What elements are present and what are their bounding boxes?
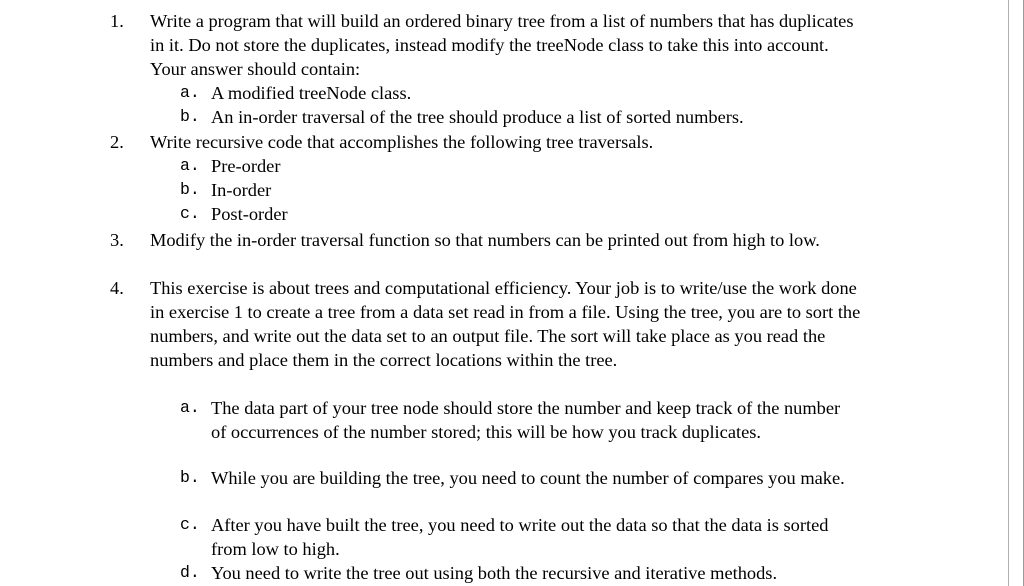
exercise-2-subitem-a (180, 154, 860, 178)
page-edge-divider (1008, 0, 1009, 586)
exercise-4-number: 4. (110, 278, 124, 298)
subitem-text: An in-order traversal of the tree should produce a list of sorted numbers. (211, 107, 744, 127)
exercise-2-text: Write recursive code that accomplishes the following tree traversals. (150, 132, 654, 152)
subitem-text: The data part of your tree node should store the number and keep track of the number of occurrences of the number stored; this will be how you track duplicates. (211, 398, 841, 442)
exercise-1-text: Write a program that will build an ordered binary tree from a list of numbers that has duplicates in it. Do not store the duplicates, instead modify the treeNode class to take this into account. Your answer should contain: (150, 11, 854, 79)
exercise-4-subitem-b (180, 466, 860, 514)
exercise-1-number: 1. (110, 11, 124, 31)
subitem-label: c. (180, 204, 200, 223)
exercise-3-text: Modify the in-order traversal function so that numbers can be printed out from high to low. (150, 230, 820, 250)
exercise-2 (110, 130, 870, 154)
exercise-1-subitem-b (180, 105, 860, 129)
subitem-label: a. (180, 83, 200, 102)
subitem-label: b. (180, 180, 200, 199)
exercise-4-subitem-a (180, 396, 860, 468)
subitem-label: b. (180, 107, 200, 126)
exercise-3-number: 3. (110, 230, 124, 250)
subitem-text: In-order (211, 180, 272, 200)
exercise-1-subitem-a (180, 81, 860, 105)
subitem-text: While you are building the tree, you need to count the number of compares you make. (211, 468, 845, 488)
exercise-4-text: This exercise is about trees and computational efficiency. Your job is to write/use the work done in exercise 1 to create a tree from a data set read in from a file. Using the tree, you are to sort the numbers, and write out the data set to an output file. The sort will take place as you read the numbers and place them in the correct locations within the tree. (150, 278, 861, 370)
subitem-label: c. (180, 515, 200, 534)
exercise-1 (110, 9, 870, 81)
exercise-2-subitem-c (180, 202, 860, 226)
exercise-2-number: 2. (110, 132, 124, 152)
subitem-label: a. (180, 398, 200, 417)
subitem-label: a. (180, 156, 200, 175)
subitem-text: A modified treeNode class. (211, 83, 412, 103)
exercise-3 (110, 228, 870, 276)
subitem-text: You need to write the tree out using both the recursive and iterative methods. (211, 563, 778, 583)
exercise-4-subitem-c (180, 513, 860, 561)
exercise-4 (110, 276, 870, 396)
subitem-text: Post-order (211, 204, 288, 224)
subitem-label: b. (180, 468, 200, 487)
subitem-label: d. (180, 563, 200, 582)
exercise-2-subitem-b (180, 178, 860, 202)
subitem-text: After you have built the tree, you need to write out the data so that the data is sorted from low to high. (211, 515, 829, 559)
subitem-text: Pre-order (211, 156, 281, 176)
exercise-4-subitem-d (180, 561, 860, 585)
